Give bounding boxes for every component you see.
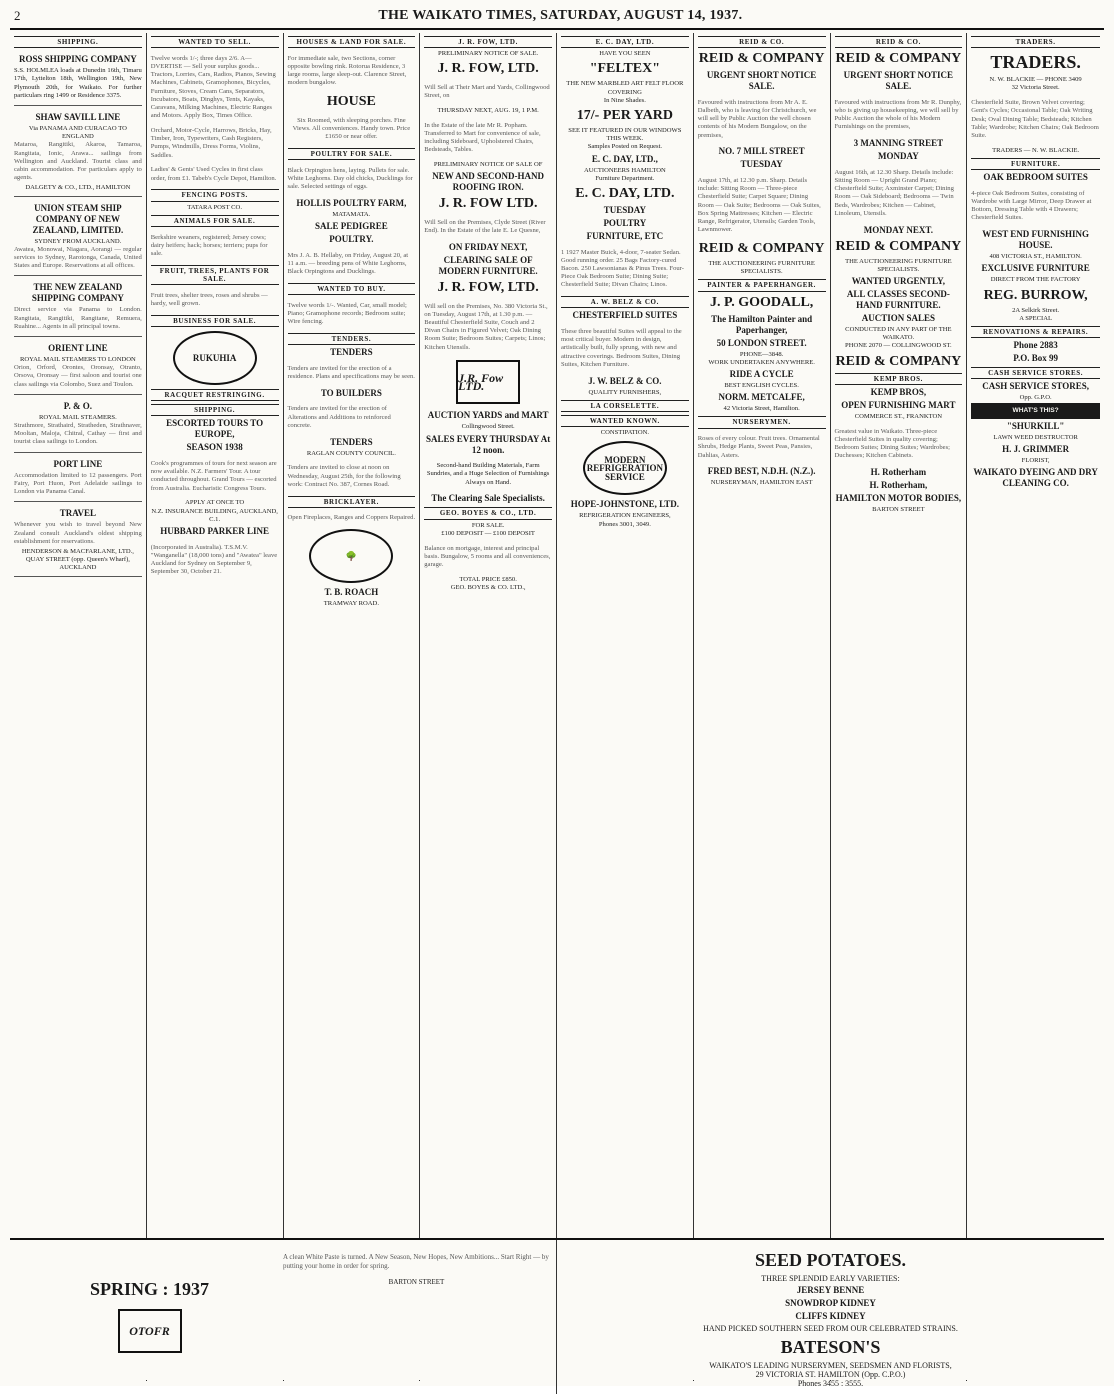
bottom-strip: SPRING : 1937 OTOFR A clean White Paste is turned. A New Season, New Hopes, New Ambitions... Start Right — by putting your home in order for spring. BARTON STREET SEED POTATOES. THREE SPLENDID EARLY VARIETIES: JERSEY BENNE SNOWDROP KIDNEY CLIFFS KIDNEY HAND PICKED SOUTHERN SEED FROM OUR CELEBRATED STRAINS. BATESON'S WAIKATO'S LEADING NURSERYMEN, SEEDSMEN AND FLORISTS, 29 VICTORIA ST. HAMILTON (Opp. C.P.O.) Phones 3455 : 3555. bbox=[10, 1238, 1104, 1380]
column-wanted-to-sell: WANTED TO SELL. Twelve words 1/-; three days 2/6. A—DVERTISE — Sell your surplus goods... Tractors, Lorries, Cars, Radios, Pianos, Sewing Machines, Cabinets, Gramophones, Bicycles, Furniture, Stoves, Cream Cans, Separators, Incubators, Boats, Dinghys, Tents, Kayaks, Caravans, Milking Machines, Electric Ranges and Motors. Apply Box, Times Office. Orchard, Motor-Cycle, Harrows, Bricks, Hay, Timber, Iron, Typewriters, Cash Registers, Pumps, Windmills, Dress Forms, Violins, Saddles. Ladies' & Gents' Used Cycles in first class order, from £1. Tabeb's Cycle Depot, Hamilton. FENCING POSTS. TATARA POST CO. ANIMALS FOR SALE. Berkshire weaners, registered; Jersey cows; dairy heifers; hack; horses; terriers; pups for sale. FRUIT, TREES, PLANTS FOR SALE. Fruit trees, shelter trees, roses and shrubs — hardy, well grown. BUSINESS FOR SALE. RUKUHIA RACQUET RESTRINGING. SHIPPING. ESCORTED TOURS TO EUROPE, SEASON 1938 Cook's programmes of tours for next season are now available. N.Z. Farmers' Tour. A tour conducted throughout. Grand Tours — escorted from Australia. Eucharistic Congress Tours. APPLY AT ONCE TO N.Z. INSURANCE BUILDING, AUCKLAND, C.1. HUBBARD PARKER LINE (Incorporated in Australia). T.S.M.V. "Wanganella" (18,000 tons) and "Awatea" leave Auckland for Sydney on September 9, September 30, October 21. bbox=[147, 33, 284, 1381]
rukuhia-airport-logo: RUKUHIA bbox=[151, 331, 279, 385]
column-ec-day: E. C. DAY, LTD. HAVE YOU SEEN "FELTEX" THE NEW MARBLED ART FELT FLOOR COVERING In Nine Shades. 17/- PER YARD SEE IT FEATURED IN OUR WINDOWS THIS WEEK. Samples Posted on Request. E. C. DAY, LTD., AUCTIONEERS HAMILTON Furniture Department. E. C. DAY, LTD. TUESDAY POULTRY FURNITURE, ETC 1 1927 Master Buick, 4-door, 7-seater Sedan. Good running order. 25 Bags Factory-cured Bacon. 250 Lawsonianas & Pinus Trees. Four-Piece Oak Bedroom Suite; Dining Suite; Chesterfield Suite; Divan Chairs; Linos. A. W. BELZ & CO. CHESTERFIELD SUITES These three beautiful Suites will appeal to the most critical buyer. Modern in design, artistically built, fully sprung, with new and attractive coverings. Bedroom Suites, Dining Suites, Kitchen Furniture. J. W. BELZ & CO. QUALITY FURNISHERS, LA CORSELETTE. WANTED KNOWN. CONSTIPATION. MODERN REFRIGERATION SERVICE HOPE-JOHNSTONE, LTD. REFRIGERATION ENGINEERS, Phones 3001, 3049. bbox=[557, 33, 694, 1381]
ad-ross-shipping: ROSS SHIPPING COMPANY S.S. HOLMLEA loads at Dunedin 16th, Timaru 17th, Lyttelton 18th, Wellington 19th, New Plymouth 20th, for Waikato. For further particulars ring 1499 or Residence 3375. bbox=[14, 50, 142, 106]
ad-orient-line: ORIENT LINE ROYAL MAIL STEAMERS TO LONDON Orion, Orford, Orontes, Oronsay, Otranto, Orsova, Oronsay — first saloon and tourist one class sailings via Colombo, Suez and Toulon. bbox=[14, 339, 142, 395]
column-shipping bbox=[10, 33, 147, 1381]
spring-banner: SPRING : 1937 bbox=[89, 1279, 209, 1299]
ad-union-steam-ship: UNION STEAM SHIP COMPANY OF NEW ZEALAND, LIMITED. SYDNEY FROM AUCKLAND. Awatea, Monowai, Niagara, Aorangi — regular services to Sydney, Rarotonga, Canada, United States and Europe. Reservations at all offices. bbox=[14, 199, 142, 277]
ad-nz-shipping: THE NEW ZEALAND SHIPPING COMPANY Direct service via Panama to London. Rangitata, Rangitiki, Rangitane, Remuera, Ruahine... Agents in all principal towns. bbox=[14, 278, 142, 337]
page-number: 2 bbox=[14, 8, 21, 23]
section-shipping: SHIPPING. bbox=[14, 36, 142, 48]
ad-po: P. & O. ROYAL MAIL STEAMERS. Strathmore, Strathaird, Stratheden, Strathnaver, Mooltan, Maloja, Chitral, Cathay — first and tourist class sailings to London. bbox=[14, 397, 142, 453]
ad-port-line: PORT LINE Accommodation limited to 12 passengers. Port Fairy, Port Huon, Port Adelaide sailings to London via Panama Canal. bbox=[14, 455, 142, 503]
roach-tree-illustration: 🌳 bbox=[288, 529, 416, 583]
fow-logo: J.R. Fow LTD. bbox=[424, 358, 552, 406]
column-reid-1: REID & CO. REID & COMPANY URGENT SHORT NOTICE SALE. Favoured with instructions from Mr A. E. Dalbeth, who is leaving for Christchurch, we will sell by Public Auction the well chosen contents of his Modern Bungalow, on the premises, NO. 7 MILL STREET TUESDAY August 17th, at 12.30 p.m. Sharp. Details include: Sitting Room — Three-piece Chesterfield Suite; Carpet Square; Dining Room — Oak Suite; Bedrooms — Oak Suites, Box Spring Mattresses; Kitchen — Electric Range, Refrigerator, Utensils; Garden Tools, Lawnmower. REID & COMPANY THE AUCTIONEERING FURNITURE SPECIALISTS. PAINTER & PAPERHANGER. J. P. GOODALL, The Hamilton Painter and Paperhanger, 50 LONDON STREET. PHONE—3848. WORK UNDERTAKEN ANYWHERE. RIDE A CYCLE BEST ENGLISH CYCLES. NORM. METCALFE, 42 Victoria Street, Hamilton. NURSERYMEN. Roses of every colour. Fruit trees. Ornamental Shrubs, Hedge Plants, Sweet Peas, Pansies, Dahlias, Asters. FRED BEST, N.D.H. (N.Z.). NURSERYMAN, HAMILTON EAST bbox=[694, 33, 831, 1381]
column-houses-land: HOUSES & LAND FOR SALE. For immediate sale, two Sections, corner opposite bowling rink. Rotorua Residence, 3 large rooms, large sleep-out. Clarence Street, modern bungalow. HOUSE Six Roomed, with sleeping porches. Fine Views. All conveniences. Handy town. Price £1650 or near offer. POULTRY FOR SALE. Black Orpington hens, laying. Pullets for sale. White Leghorns. Day old chicks, Ducklings for sale. Selected settings of eggs. HOLLIS POULTRY FARM, MATAMATA. SALE PEDIGREE POULTRY. Mrs J. A. B. Hellaby, on Friday, August 20, at 11 a.m. — breeding pens of White Leghorns, Black Orpingtons and Ducklings. WANTED TO BUY. Twelve words 1/-. Wanted, Car, small model; Piano; Gramophone records; Bedroom suite; Wire fencing. TENDERS. TENDERS Tenders are invited for the erection of a residence. Plans and specifications may be seen. TO BUILDERS Tenders are invited for the erection of Alterations and Additions to reinforced concrete. TENDERS RAGLAN COUNTY COUNCIL. Tenders are invited to close at noon on Wednesday, August 25th, for the following work: Contract No. 387, Cornes Road. BRICKLAYER. Open Fireplaces, Ranges and Coppers Repaired. 🌳 T. B. ROACH TRAMWAY ROAD. bbox=[284, 33, 421, 1381]
columns bbox=[10, 33, 1104, 1381]
seed-potatoes-ad: SEED POTATOES. THREE SPLENDID EARLY VARIETIES: JERSEY BENNE SNOWDROP KIDNEY CLIFFS KIDNEY HAND PICKED SOUTHERN SEED FROM OUR CELEBRATED STRAINS. BATESON'S WAIKATO'S LEADING NURSERYMEN, SEEDSMEN AND FLORISTS, 29 VICTORIA ST. HAMILTON (Opp. C.P.O.) Phones 3455 : 3555. bbox=[703, 1250, 958, 1388]
ad-shaw-savill: SHAW SAVILL LINE Via PANAMA AND CURACAO TO ENGLAND Mataroa, Rangitiki, Akaroa, Tamaroa, Rangitata, Ionic, Arawa... sailings from Wellington and Auckland. Tourist class and cabin accommodation. For particulars apply to agents. DALGETY & CO., LTD., HAMILTON bbox=[14, 108, 142, 197]
whats-this-banner: WHAT'S THIS? bbox=[971, 403, 1100, 419]
column-fow: J. R. FOW, LTD. PRELIMINARY NOTICE OF SALE. J. R. FOW, LTD. Will Sell at Their Mart and Yards, Collingwood Street, on THURSDAY NEXT, AUG. 19, 1 P.M. In the Estate of the late Mr R. Popham. Transferred to Mart for convenience of sale, including Sideboard, Upholstered Chairs, Bedsteads, Tables. PRELIMINARY NOTICE OF SALE OF NEW AND SECOND-HAND ROOFING IRON. J. R. FOW LTD. Will Sell on the Premises, Clyde Street (River End). In the Estate of the late E. Le Quesne, ON FRIDAY NEXT, CLEARING SALE OF MODERN FURNITURE. J. R. FOW, LTD. Will sell on the Premises, No. 380 Victoria St., on Tuesday, August 17th, at 1.30 p.m. — Beautiful Chesterfield Suite, Couch and 2 Divan Chairs in Figured Velvet; Oak Dining Room Suite; Bedroom Suites; Carpets; Linos; Kitchen Utensils. J.R. Fow LTD. AUCTION YARDS and MART Collingwood Street. SALES EVERY THURSDAY At 12 noon. Second-hand Building Materials, Farm Sundries, and a Huge Selection of Furnishings Always on Hand. The Clearing Sale Specialists. GEO. BOYES & CO., LTD. FOR SALE. £100 DEPOSIT — £100 DEPOSIT Balance on mortgage, interest and principal basis. Bungalow, 5 rooms and all conveniences, garage. TOTAL PRICE £850. GEO. BOYES & CO. LTD., bbox=[420, 33, 557, 1381]
ad-travel: TRAVEL Whenever you wish to travel beyond New Zealand consult Auckland's oldest shipping establishment for reservations. HENDERSON & MACFARLANE, LTD., QUAY STREET (opp. Queen's Wharf), AUCKLAND bbox=[14, 504, 142, 576]
newspaper-title: THE WAIKATO TIMES, SATURDAY, AUGUST 14, 1937. bbox=[378, 8, 743, 23]
column-traders: TRADERS. TRADERS. N. W. BLACKIE — PHONE 3409 32 Victoria Street. Chesterfield Suite, Brown Velvet covering; Gent's Cycles; Occasional Table; Oak Writing Desk; Oval Dining Table; Bedsteads; Kitchen Table; Wardrobe; Kitchen Chairs; Oak Bedroom Suite. TRADERS — N. W. BLACKIE. FURNITURE. OAK BEDROOM SUITES 4-piece Oak Bedroom Suites, consisting of Wardrobe with Large Mirror, Deep Drawer at Bottom, Dressing Table with 4 Drawers; Chesterfield Suites. WEST END FURNISHING HOUSE. 408 VICTORIA ST., HAMILTON. EXCLUSIVE FURNITURE DIRECT FROM THE FACTORY REG. BURROW, 2A Selkirk Street. A SPECIAL RENOVATIONS & REPAIRS. Phone 2883 P.O. Box 99 CASH SERVICE STORES. CASH SERVICE STORES, Opp. G.P.O. WHAT'S THIS? "SHURKILL" LAWN WEED DESTRUCTOR H. J. GRIMMER FLORIST, WAIKATO DYEING AND DRY CLEANING CO. bbox=[971, 38, 1099, 489]
refrigeration-service-logo: MODERN REFRIGERATION SERVICE bbox=[561, 441, 689, 495]
column-reid-2: REID & CO. REID & COMPANY URGENT SHORT NOTICE SALE. Favoured with instructions from Mr R. Dunphy, who is giving up housekeeping, we will sell by Public Auction the whole of his Modern Furnishings on the premises, 3 MANNING STREET MONDAY August 16th, at 12.30 Sharp. Details include: Sitting Room — Upright Grand Piano; Chesterfield Suite; Axminster Carpet; Dining Room — Oak Sideboard; Bedrooms — Twin Beds, Wardrobes; Kitchen — Cabinet, Linoleum, Utensils. MONDAY NEXT. REID & COMPANY THE AUCTIONEERING FURNITURE SPECIALISTS. WANTED URGENTLY, ALL CLASSES SECOND-HAND FURNITURE. AUCTION SALES CONDUCTED IN ANY PART OF THE WAIKATO. PHONE 2070 — COLLINGWOOD ST. REID & COMPANY KEMP BROS. KEMP BROS, OPEN FURNISHING MART COMMERCE ST., FRANKTON Greatest value in Waikato. Three-piece Chesterfield Suites in quality covering; Bedroom Suites; Dining Suites; Wardrobes; Duchesses; Kitchen Cabinets. H. Rotherham H. Rotherham, HAMILTON MOTOR BODIES, BARTON STREET bbox=[831, 33, 968, 1381]
masthead bbox=[10, 6, 1104, 30]
spring-logo: OTOFR bbox=[118, 1309, 182, 1353]
